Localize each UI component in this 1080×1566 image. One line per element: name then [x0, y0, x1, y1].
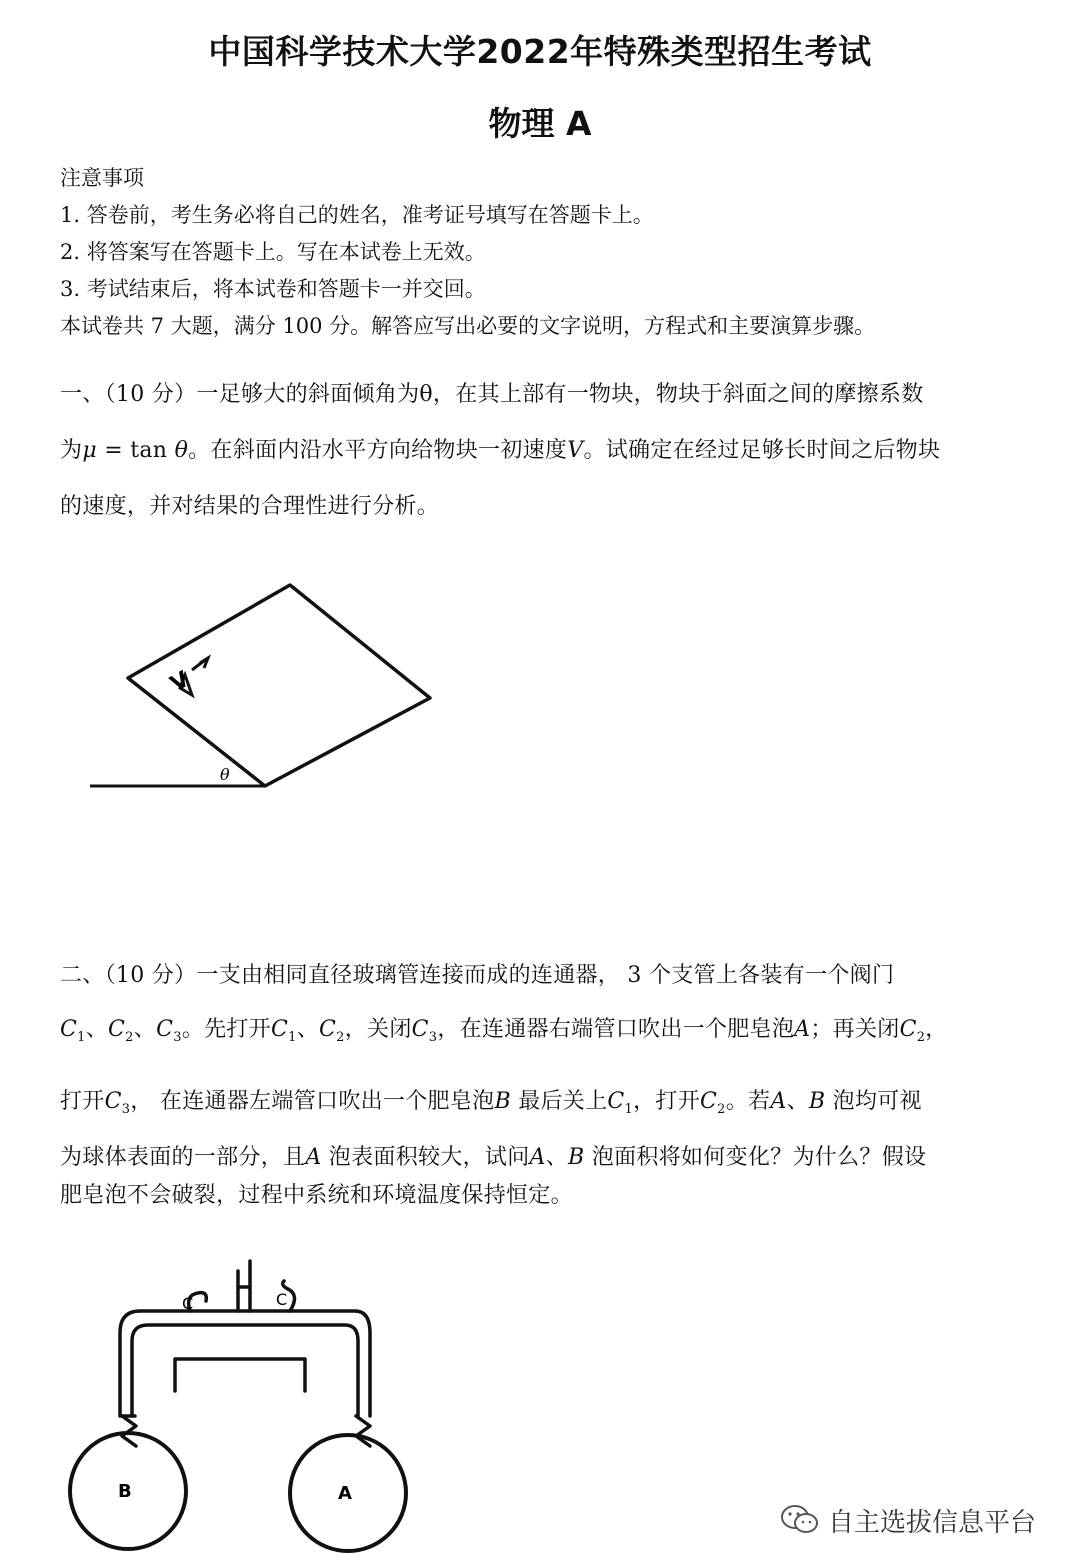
notes-summary: 本试卷共 7 大题，满分 100 分。解答应写出必要的文字说明，方程式和主要演算步骤。 — [60, 314, 876, 338]
incline-velocity-label: V — [166, 667, 194, 698]
connected-vessel-figure — [60, 1251, 440, 1566]
question-1-line-1: 一、（10 分）一足够大的斜面倾角为θ，在其上部有一物块，物块于斜面之间的摩擦系数 — [60, 382, 924, 407]
incline-figure — [80, 560, 540, 830]
valve-label-right: C — [276, 1290, 288, 1309]
watermark — [780, 1500, 1036, 1540]
question-2-line-2: $C_1$、$C_2$、$C_3$。先打开$C_1$、$C_2$，关闭$C_3$，在连通器右端管口吹出一个肥皂泡A；再关闭$C_2$， — [60, 1017, 948, 1045]
valve-label-left: C — [182, 1294, 194, 1313]
incline-angle-label: θ — [220, 765, 230, 784]
exam-title: 中国科学技术大学2022年特殊类型招生考试 — [208, 32, 872, 71]
wechat-icon — [780, 1503, 820, 1537]
question-2-line-4: 为球体表面的一部分，且A 泡表面积较大，试问A、B 泡面积将如何变化？为什么？假设 — [60, 1145, 927, 1170]
notes-item: 3. 考试结束后，将本试卷和答题卡一并交回。 — [60, 277, 486, 301]
question-2-line-5: 肥皂泡不会破裂，过程中系统和环境温度保持恒定。 — [60, 1183, 573, 1208]
question-1-line-3: 的速度，并对结果的合理性进行分析。 — [60, 494, 440, 519]
question-1 — [60, 375, 1030, 543]
exam-subtitle: 物理 A — [488, 104, 592, 143]
bubble-label-a: A — [338, 1483, 352, 1504]
question-2 — [60, 958, 1030, 1214]
question-1-line-2: 为μ = tan θ。在斜面内沿水平方向给物块一初速度V。试确定在经过足够长时间之后物块 — [60, 438, 941, 463]
watermark-text: 自主选拔信息平台 — [828, 1507, 1037, 1538]
notes-section — [60, 160, 875, 345]
question-2-line-1: 二、（10 分）一支由相同直径玻璃管连接而成的连通器， 3 个支管上各装有一个阀门 — [60, 963, 895, 988]
notes-item: 1. 答卷前，考生务必将自己的姓名，准考证号填写在答题卡上。 — [60, 203, 654, 227]
notes-heading: 注意事项 — [60, 166, 144, 190]
notes-item: 2. 将答案写在答题卡上。写在本试卷上无效。 — [60, 240, 486, 264]
bubble-label-b: B — [118, 1481, 132, 1502]
question-2-line-3: 打开$C_3$， 在连通器左端管口吹出一个肥皂泡B 最后关上$C_1$，打开$C_2$。若A、B 泡均可视 — [60, 1089, 922, 1117]
